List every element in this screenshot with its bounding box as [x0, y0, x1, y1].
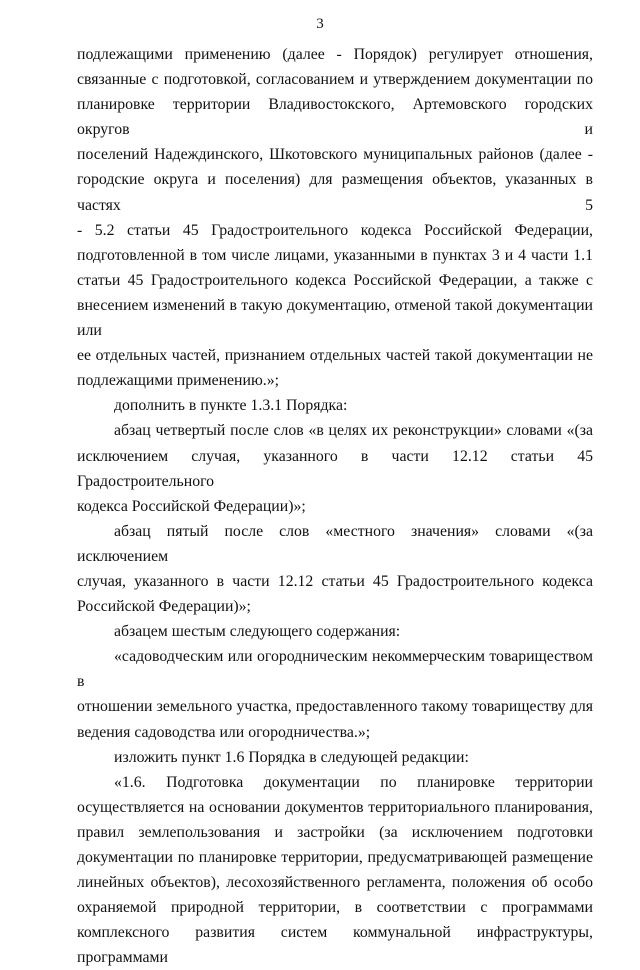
text-line: поселений Надеждинского, Шкотовского муниципальных районов (далее - — [77, 146, 593, 164]
text-line: планировке территории Владивостокского, Артемовского городских округов и — [77, 96, 593, 139]
text-line: статьи 45 Градостроительного кодекса Российской Федерации, а также с — [77, 271, 593, 289]
document-body — [77, 42, 593, 970]
text-line: подлежащими применению (далее - Порядок) регулирует отношения, — [77, 46, 593, 63]
text-line: дополнить в пункте 1.3.1 Порядка: — [114, 397, 348, 415]
text-line: - 5.2 статьи 45 Градостроительного кодекса Российской Федерации, — [77, 221, 593, 239]
text-line: связанные с подготовкой, согласованием и утверждением документации по — [77, 71, 593, 89]
text-line: Российской Федерации)»; — [77, 598, 251, 616]
text-line: исключением случая, указанного в части 12.12 статьи 45 Градостроительного — [77, 447, 593, 490]
text-line: кодекса Российской Федерации)»; — [77, 497, 306, 515]
paragraph — [77, 770, 593, 970]
text-line: «садоводческим или огородническим некоммерческим товариществом в — [77, 648, 593, 691]
page-number: 3 — [316, 16, 324, 32]
paragraph — [77, 619, 593, 644]
text-line: отношении земельного участка, предоставленного такому товариществу для — [77, 698, 593, 716]
paragraph — [77, 42, 593, 393]
paragraph — [77, 393, 593, 418]
text-line: ее отдельных частей, признанием отдельных частей такой документации не — [77, 347, 593, 365]
text-line: абзац пятый после слов «местного значения» словами «(за исключением — [77, 522, 593, 565]
text-line: подготовленной в том числе лицами, указанными в пунктах 3 и 4 части 1.1 — [77, 246, 593, 264]
text-line: городские округа и поселения) для размещения объектов, указанных в частях 5 — [77, 171, 593, 214]
paragraph — [77, 644, 593, 744]
text-line: «1.6. Подготовка документации по планировке территории — [114, 773, 593, 791]
text-line: подлежащими применению.»; — [77, 372, 279, 390]
text-line: комплексного развития систем коммунальной инфраструктуры, программами — [77, 924, 593, 967]
text-line: абзацем шестым следующего содержания: — [114, 623, 401, 641]
text-line: охраняемой природной территории, в соответствии с программами — [77, 899, 593, 917]
text-line: изложить пункт 1.6 Порядка в следующей редакции: — [114, 748, 469, 766]
text-line: абзац четвертый после слов «в целях их реконструкции» словами «(за — [114, 422, 593, 440]
text-line: осуществляется на основании документов территориального планирования, — [77, 798, 593, 816]
paragraph — [77, 745, 593, 770]
text-line: ведения садоводства или огородничества.»; — [77, 723, 371, 741]
text-line: документации по планировке территории, предусматривающей размещение — [77, 849, 593, 866]
text-line: правил землепользования и застройки (за исключением подготовки — [77, 823, 593, 841]
text-line: линейных объектов), лесохозяйственного регламента, положения об особо — [77, 874, 593, 892]
text-line: внесением изменений в такую документацию, отменой такой документации или — [77, 296, 593, 340]
paragraph — [77, 519, 593, 619]
paragraph — [77, 418, 593, 518]
text-line: случая, указанного в части 12.12 статьи 45 Градостроительного кодекса — [77, 572, 593, 590]
